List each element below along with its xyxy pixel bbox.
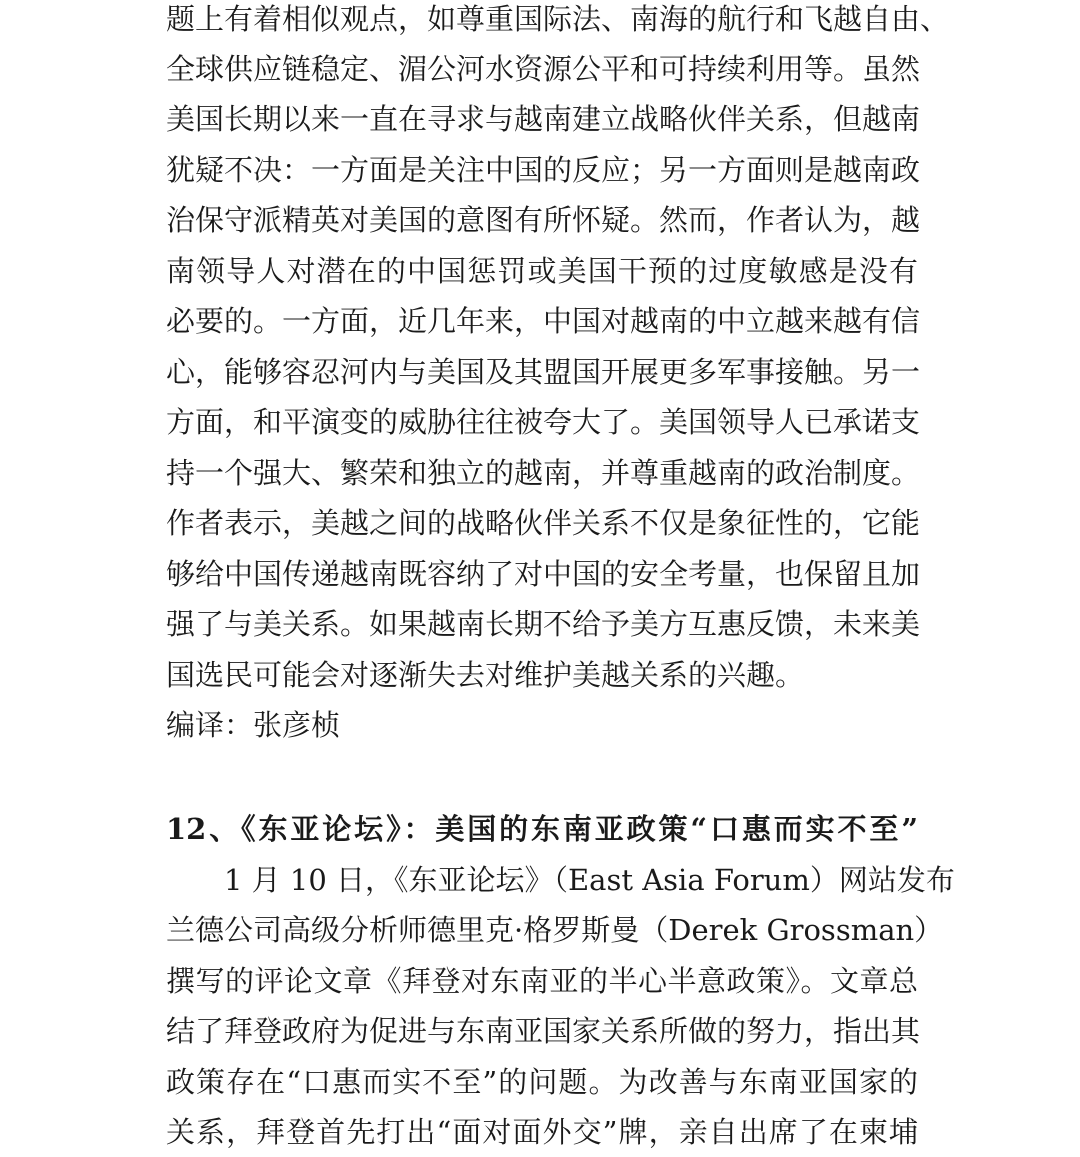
paragraph-line: 政策存在“口惠而实不至”的问题。为改善与东南亚国家的: [166, 1065, 918, 1099]
paragraph-line: 1 月 10 日，《东亚论坛》（East Asia Forum）网站发布: [224, 863, 955, 897]
paragraph-line: 全球供应链稳定、湄公河水资源公平和可持续利用等。虽然: [166, 52, 921, 86]
section-heading: 12、《东亚论坛》：美国的东南亚政策“口惠而实不至”: [166, 812, 918, 846]
paragraph-line: 国选民可能会对逐渐失去对维护美越关系的兴趣。: [166, 658, 805, 692]
paragraph-line: 必要的。一方面，近几年来，中国对越南的中立越来越有信: [166, 304, 921, 338]
paragraph-line: 方面，和平演变的威胁往往被夸大了。美国领导人已承诺支: [166, 405, 921, 439]
paragraph-line: 撰写的评论文章《拜登对东南亚的半心半意政策》。文章总: [166, 964, 918, 998]
paragraph-line: 心，能够容忍河内与美国及其盟国开展更多军事接触。另一: [166, 355, 921, 389]
paragraph-line: 持一个强大、繁荣和独立的越南，并尊重越南的政治制度。: [166, 456, 921, 490]
paragraph-line: 题上有着相似观点，如尊重国际法、南海的航行和飞越自由、: [166, 2, 950, 36]
paragraph-line: 关系，拜登首先打出“面对面外交”牌，亲自出席了在柬埔: [166, 1115, 918, 1149]
paragraph-line: 犹疑不决：一方面是关注中国的反应；另一方面则是越南政: [166, 153, 921, 187]
paragraph-line: 美国长期以来一直在寻求与越南建立战略伙伴关系，但越南: [166, 102, 921, 136]
paragraph-line: 作者表示，美越之间的战略伙伴关系不仅是象征性的，它能: [166, 506, 921, 540]
paragraph-line: 兰德公司高级分析师德里克·格罗斯曼（Derek Grossman）: [166, 913, 944, 947]
paragraph-line: 治保守派精英对美国的意图有所怀疑。然而，作者认为，越: [166, 203, 921, 237]
paragraph-line: 南领导人对潜在的中国惩罚或美国干预的过度敏感是没有: [166, 254, 918, 288]
paragraph-line: 够给中国传递越南既容纳了对中国的安全考量，也保留且加: [166, 557, 921, 591]
translator-credit: 编译：张彦桢: [166, 708, 341, 742]
paragraph-line: 强了与美关系。如果越南长期不给予美方互惠反馈，未来美: [166, 607, 921, 641]
paragraph-line: 结了拜登政府为促进与东南亚国家关系所做的努力，指出其: [166, 1014, 921, 1048]
